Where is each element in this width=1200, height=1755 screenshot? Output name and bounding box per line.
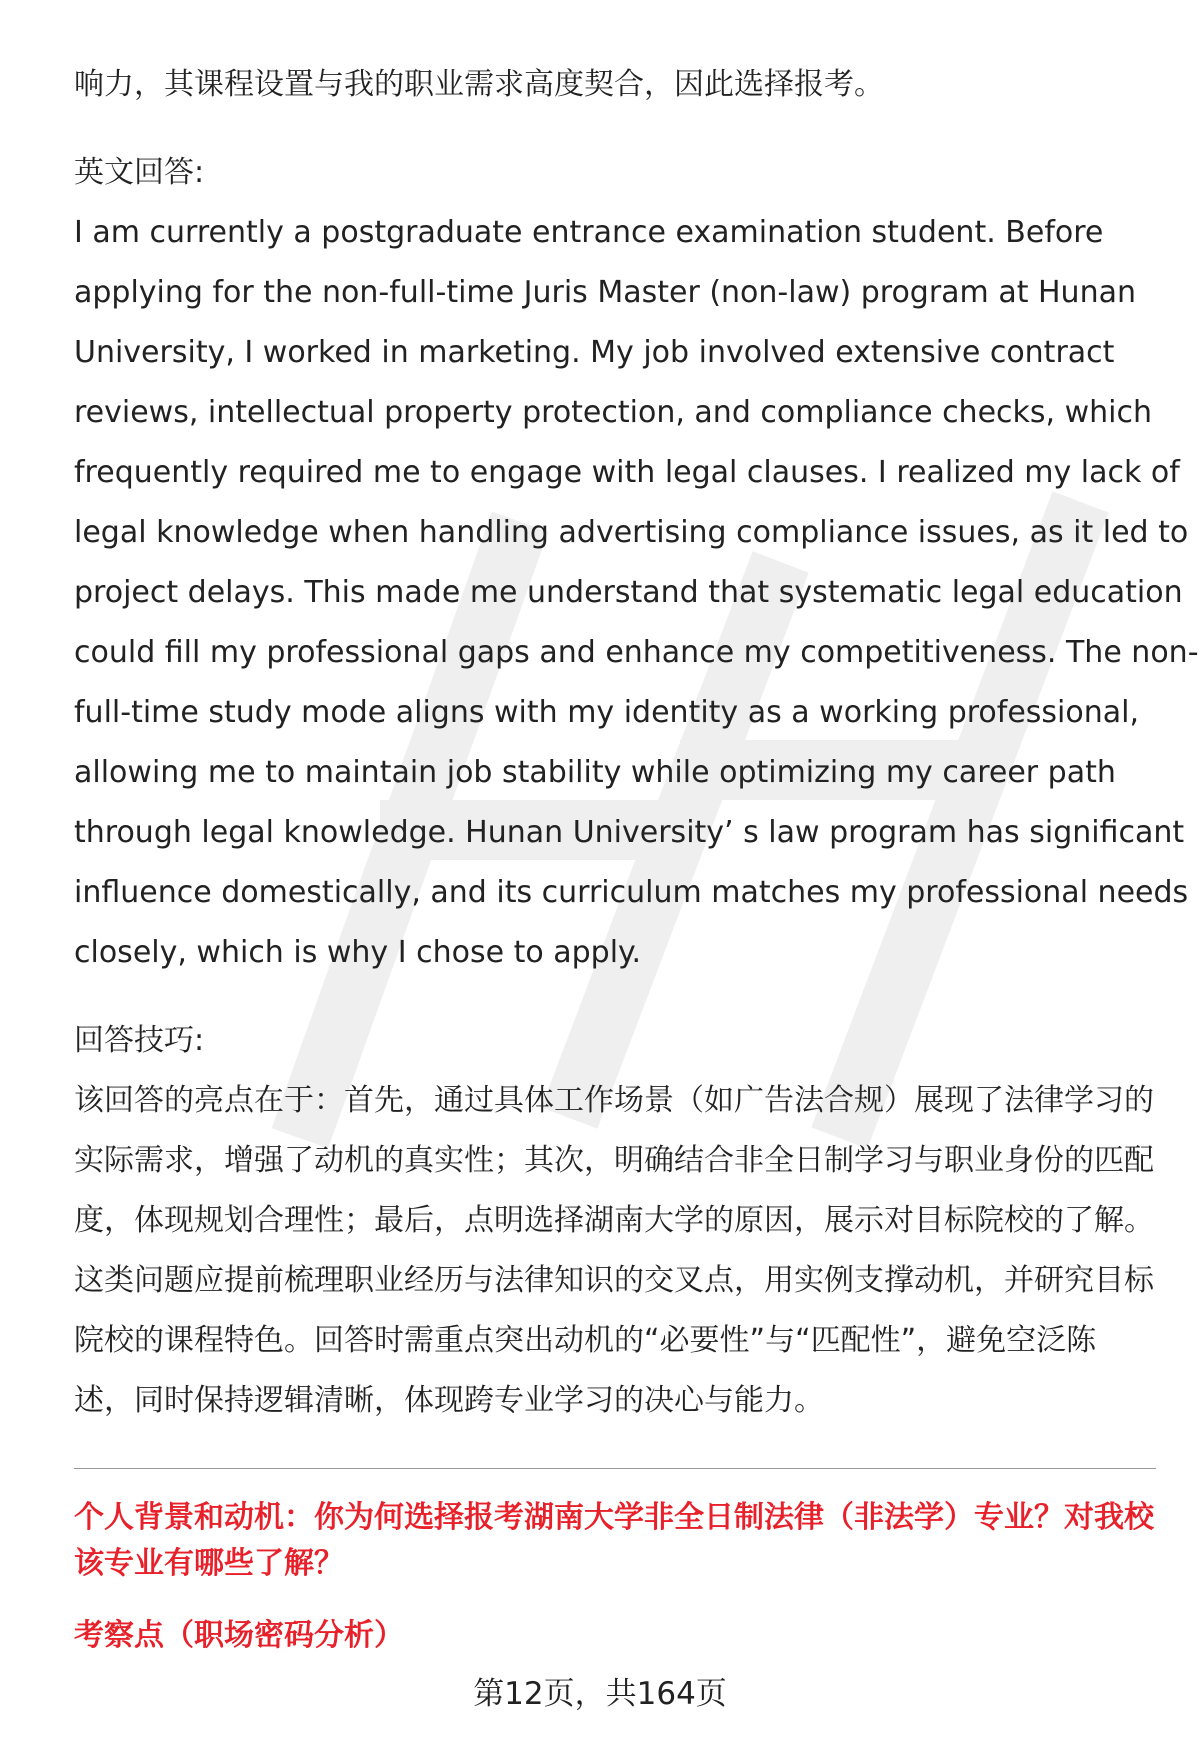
english-line: closely, which is why I chose to apply. xyxy=(74,935,642,970)
tips-line: 该回答的亮点在于：首先，通过具体工作场景（如广告法合规）展现了法律学习的 xyxy=(74,1083,1154,1118)
english-line: legal knowledge when handling advertising compliance issues, as it led to xyxy=(74,515,1189,550)
tips-label: 回答技巧: xyxy=(74,1023,205,1058)
english-line: University, I worked in marketing. My job involved extensive contract xyxy=(74,335,1115,370)
tips-line: 院校的课程特色。回答时需重点突出动机的“必要性”与“匹配性”，避免空泛陈 xyxy=(74,1323,1097,1358)
english-line: frequently required me to engage with legal clauses. I realized my lack of xyxy=(74,455,1180,490)
english-answer xyxy=(74,203,1199,983)
tips-body xyxy=(74,1071,1160,1431)
main-content xyxy=(74,55,1199,1431)
question-heading-line: 个人背景和动机：你为何选择报考湖南大学非全日制法律（非法学）专业？对我校 xyxy=(74,1500,1154,1535)
tips-line: 实际需求，增强了动机的真实性；其次，明确结合非全日制学习与职业身份的匹配 xyxy=(74,1143,1154,1178)
english-line: could fill my professional gaps and enhance my competitiveness. The non- xyxy=(74,635,1199,670)
english-line: through legal knowledge. Hunan University’ s law program has significant xyxy=(74,815,1185,850)
english-line: applying for the non-full-time Juris Master (non-law) program at Hunan xyxy=(74,275,1136,310)
answer-cn-tail: 响力，其课程设置与我的职业需求高度契合，因此选择报考。 xyxy=(74,67,884,102)
english-line: reviews, intellectual property protection, and compliance checks, which xyxy=(74,395,1152,430)
english-line: allowing me to maintain job stability while optimizing my career path xyxy=(74,755,1116,790)
tips-line: 度，体现规划合理性；最后，点明选择湖南大学的原因，展示对目标院校的了解。 xyxy=(74,1203,1154,1238)
tips-line: 述，同时保持逻辑清晰，体现跨专业学习的决心与能力。 xyxy=(74,1383,824,1418)
english-line: full-time study mode aligns with my identity as a working professional, xyxy=(74,695,1140,730)
english-line: project delays. This made me understand that systematic legal education xyxy=(74,575,1183,610)
question-heading-line: 该专业有哪些了解？ xyxy=(74,1546,344,1581)
english-line: I am currently a postgraduate entrance examination student. Before xyxy=(74,215,1104,250)
section-divider xyxy=(74,1468,1156,1469)
english-answer-label: 英文回答: xyxy=(74,155,205,190)
page-number-footer: 第12页，共164页 xyxy=(473,1676,727,1712)
tips-line: 这类问题应提前梳理职业经历与法律知识的交叉点，用实例支撑动机，并研究目标 xyxy=(74,1263,1154,1298)
exam-point-heading: 考察点（职场密码分析） xyxy=(74,1618,404,1653)
english-line: influence domestically, and its curriculum matches my professional needs xyxy=(74,875,1189,910)
